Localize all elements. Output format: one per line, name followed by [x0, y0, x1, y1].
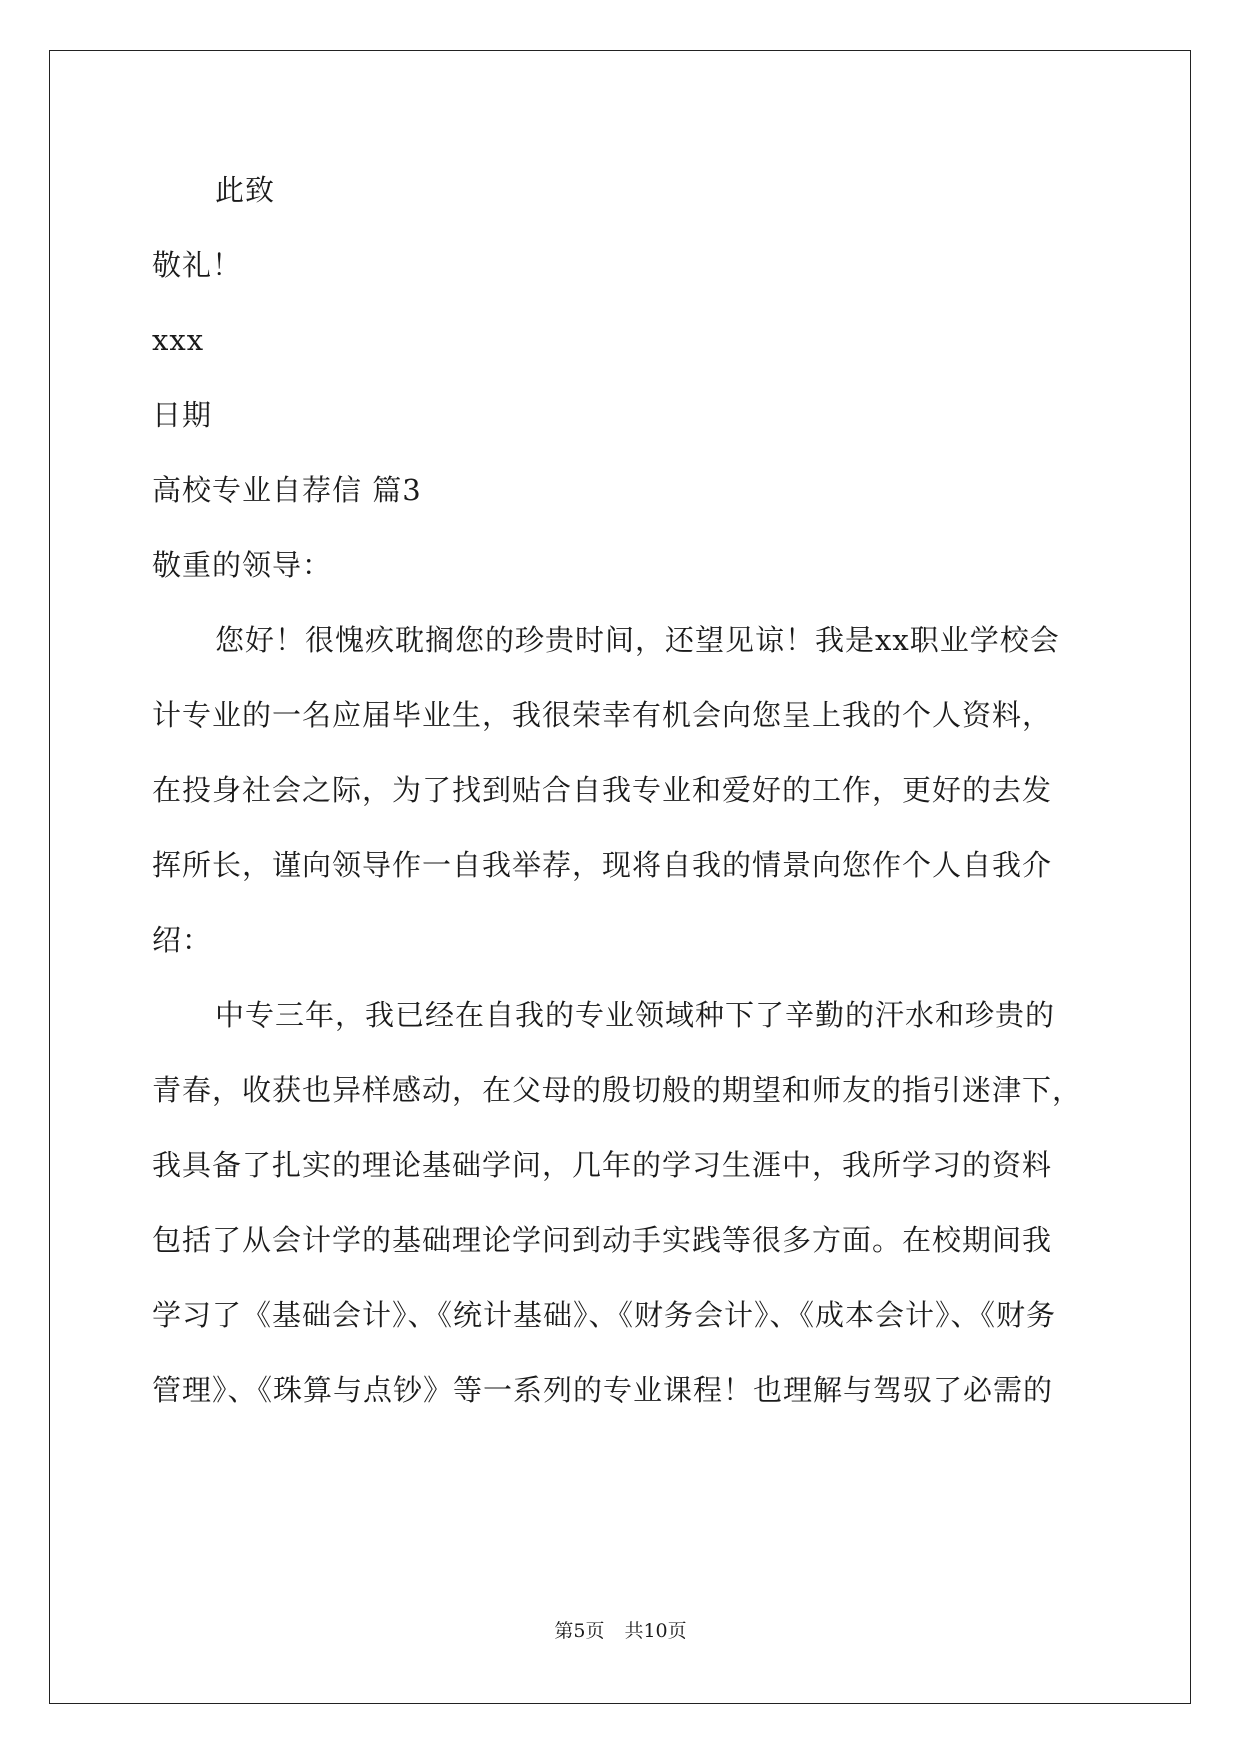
signature-name: xxx	[152, 323, 205, 357]
paragraph-line: 包括了从会计学的基础理论学问到动手实践等很多方面。在校期间我	[152, 1223, 1053, 1257]
paragraph-line: 挥所长，谨向领导作一自我举荐，现将自我的情景向您作个人自我介	[152, 848, 1053, 882]
page-number: 第5页	[554, 1620, 605, 1642]
paragraph-line: 绍：	[152, 923, 213, 957]
page-total: 共10页	[624, 1620, 687, 1642]
closing-salutation: 此致	[215, 173, 276, 207]
paragraph-line: 管理》、《珠算与点钞》等一系列的专业课程！也理解与驾驭了必需的	[152, 1373, 1054, 1407]
paragraph-line: 我具备了扎实的理论基础学问，几年的学习生涯中，我所学习的资料	[152, 1148, 1053, 1182]
paragraph-line: 在投身社会之际，为了找到贴合自我专业和爱好的工作，更好的去发	[152, 773, 1053, 807]
paragraph-line: 计专业的一名应届毕业生，我很荣幸有机会向您呈上我的个人资料，	[152, 698, 1053, 732]
signature-date: 日期	[152, 398, 213, 432]
paragraph-line: 您好！很愧疚耽搁您的珍贵时间，还望见谅！我是xx职业学校会	[215, 623, 1060, 657]
closing-regards: 敬礼！	[152, 248, 243, 282]
section-heading: 高校专业自荐信 篇3	[152, 473, 422, 507]
paragraph-line: 学习了《基础会计》、《统计基础》、《财务会计》、《成本会计》、《财务	[152, 1298, 1057, 1332]
page-footer	[0, 1619, 1241, 1643]
paragraph-line: 中专三年，我已经在自我的专业领域种下了辛勤的汗水和珍贵的	[215, 998, 1056, 1032]
letter-greeting: 敬重的领导：	[152, 548, 333, 582]
paragraph-line: 青春，收获也异样感动，在父母的殷切般的期望和师友的指引迷津下，	[152, 1073, 1083, 1107]
